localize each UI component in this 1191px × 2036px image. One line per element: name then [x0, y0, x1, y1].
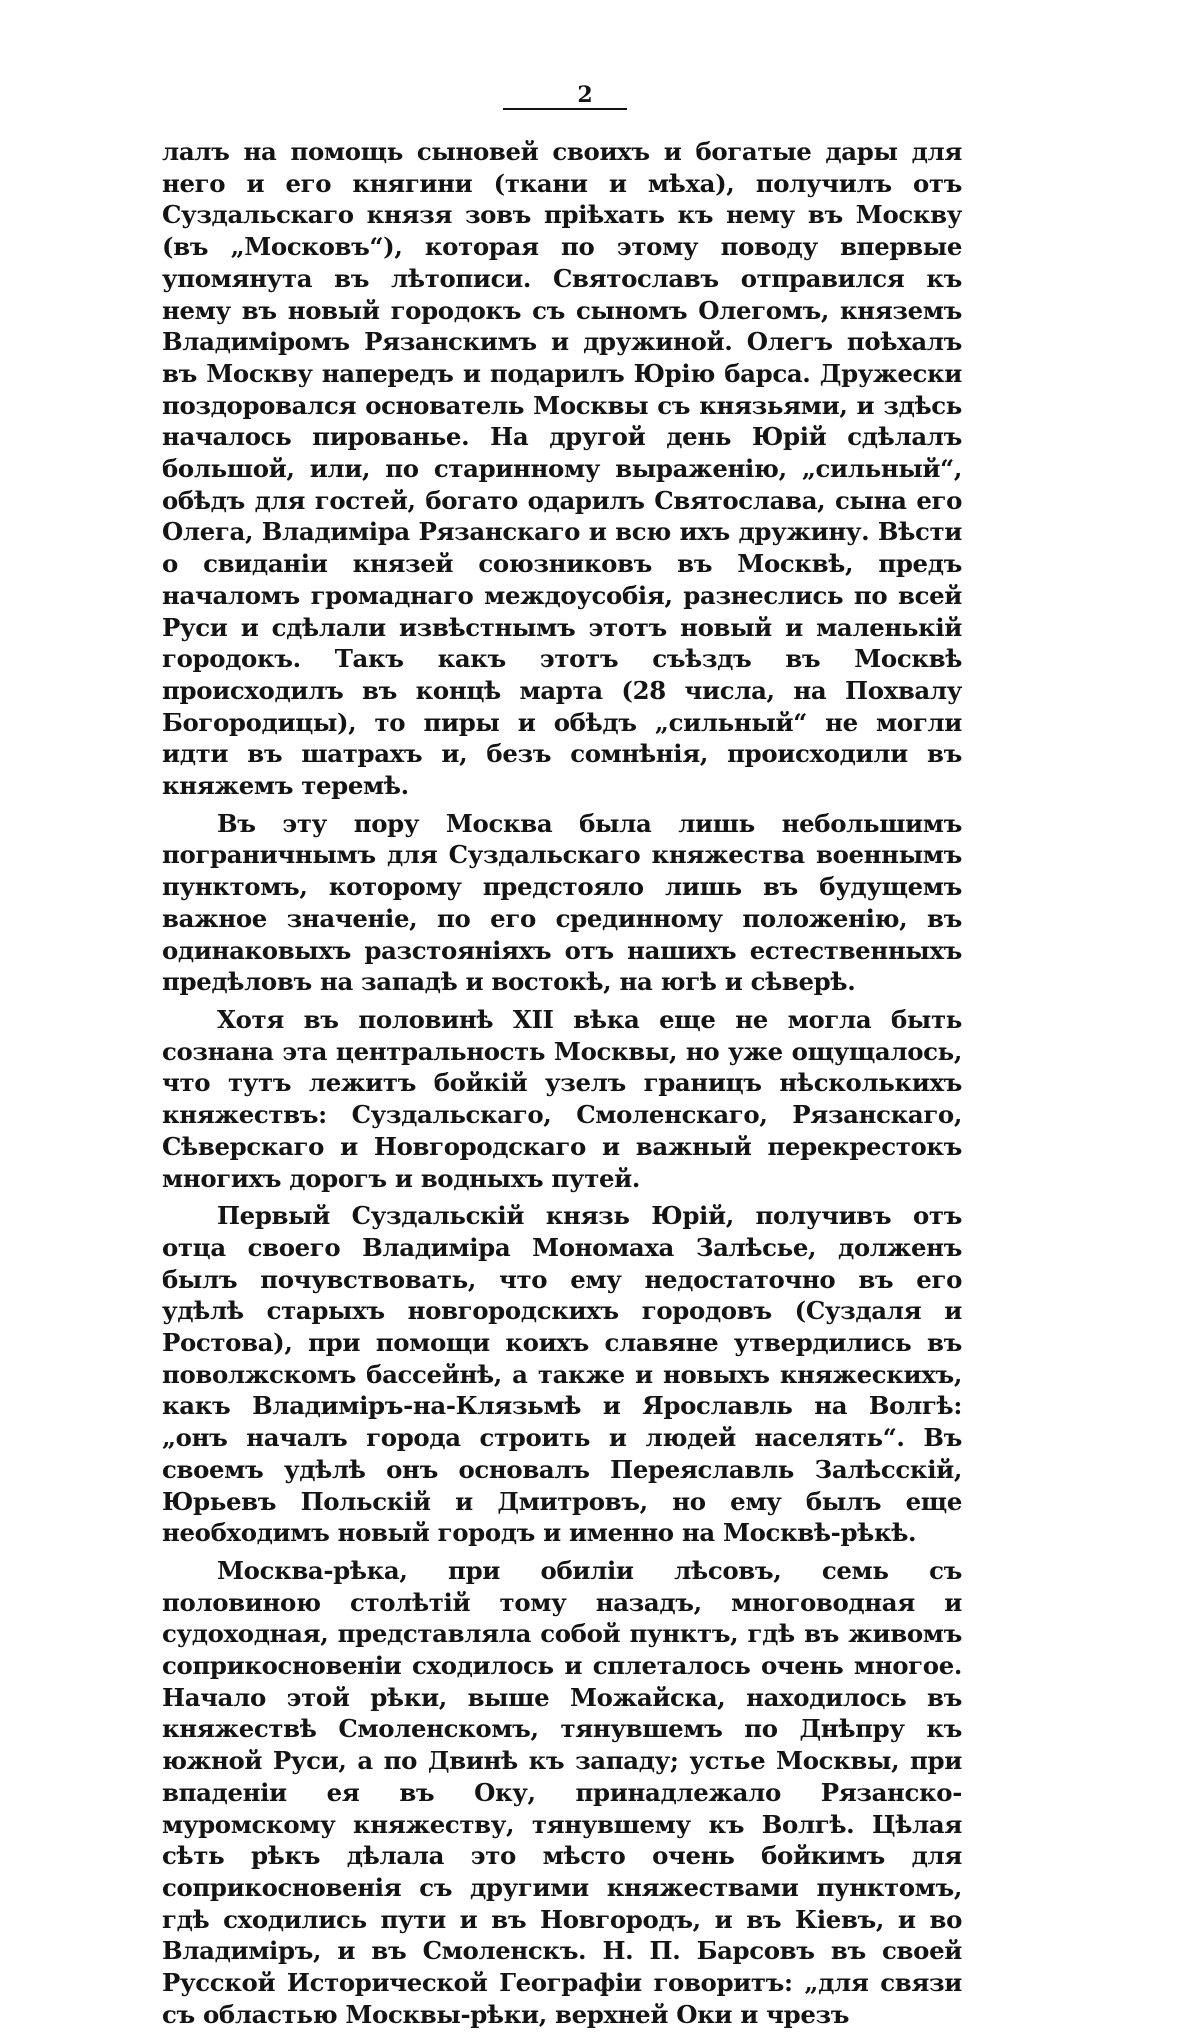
paragraph-2: Въ эту пору Москва была лишь небольшимъ пограничнымъ для Суздальскаго княжества военнымъ пунктомъ, которому предстояло лишь въ будущемъ важное значеніе, по его срединному положенію, въ одинаковыхъ разстояніяхъ отъ нашихъ естественныхъ предѣловъ на западѣ и востокѣ, на югѣ и сѣверѣ.	[162, 808, 962, 997]
paragraph-5: Москва-рѣка, при обиліи лѣсовъ, семь съ половиною столѣтій тому назадъ, многоводная и судоходная, представляла собой пунктъ, гдѣ въ живомъ соприкосновеніи сходилось и сплеталось очень многое. Начало этой рѣки, выше Можайска, находилось въ княжествѣ Смоленскомъ, тянувшемъ по Днѣпру къ южной Руси, а по Двинѣ къ западу; устье Москвы, при впаденіи ея въ Оку, принадлежало Рязанско-муромскому княжеству, тянувшему къ Волгѣ. Цѣлая сѣть рѣкъ дѣлала это мѣсто очень бойкимъ для соприкосновенія съ другими княжествами пунктомъ, гдѣ сходились пути и въ Новгородъ, и въ Кіевъ, и во Владиміръ, и въ Смоленскъ. Н. П. Барсовъ въ своей Русской Исторической Географіи говоритъ: „для связи съ областью Москвы-рѣки, верхней Оки и чрезъ	[162, 1555, 962, 2029]
page-number-rule	[503, 108, 627, 110]
page-number: 2	[577, 82, 593, 108]
body-text	[162, 136, 962, 2036]
paragraph-3: Хотя въ половинѣ XII вѣка еще не могла быть сознана эта центральность Москвы, но уже ощущалось, что тутъ лежитъ бойкій узелъ границъ нѣсколькихъ княжествъ: Суздальскаго, Смоленскаго, Рязанскаго, Сѣверскаго и Новгородскаго и важный перекрестокъ многихъ дорогъ и водныхъ путей.	[162, 1004, 962, 1193]
paragraph-4: Первый Суздальскій князь Юрій, получивъ отъ отца своего Владиміра Мономаха Залѣсье, долженъ былъ почувствовать, что ему недостаточно въ его удѣлѣ старыхъ новгородскихъ городовъ (Суздаля и Ростова), при помощи коихъ славяне утвердились въ поволжскомъ бассейнѣ, а также и новыхъ княжескихъ, какъ Владиміръ-на-Клязьмѣ и Ярославль на Волгѣ: „онъ началъ города строить и людей населять“. Въ своемъ удѣлѣ онъ основалъ Переяславль Залѣсскій, Юрьевъ Польскій и Дмитровъ, но ему былъ еще необходимъ новый городъ и именно на Москвѣ-рѣкѣ.	[162, 1201, 962, 1548]
paragraph-1: лалъ на помощь сыновей своихъ и богатые дары для него и его княгини (ткани и мѣха), получилъ отъ Суздальскаго князя зовъ пріѣхать къ нему въ Москву (въ „Московъ“), которая по этому поводу впервые упомянута въ лѣтописи. Святославъ отправился къ нему въ новый городокъ съ сыномъ Олегомъ, княземъ Владиміромъ Рязанскимъ и дружиной. Олегъ поѣхалъ въ Москву напередъ и подарилъ Юрію барса. Дружески поздоровался основатель Москвы съ князьями, и здѣсь началось пированье. На другой день Юрій сдѣлалъ большой, или, по старинному выраженію, „сильный“, обѣдъ для гостей, богато одарилъ Святослава, сына его Олега, Владиміра Рязанскаго и всю ихъ дружину. Вѣсти о свиданіи князей союзниковъ въ Москвѣ, предъ началомъ громаднаго междоусобія, разнеслись по всей Руси и сдѣлали извѣстнымъ этотъ новый и маленькій городокъ. Такъ какъ этотъ съѣздъ въ Москвѣ происходилъ въ концѣ марта (28 числа, на Похвалу Богородицы), то пиры и обѣдъ „сильный“ не могли идти въ шатрахъ и, безъ сомнѣнія, происходили въ княжемъ теремѣ.	[162, 137, 962, 801]
